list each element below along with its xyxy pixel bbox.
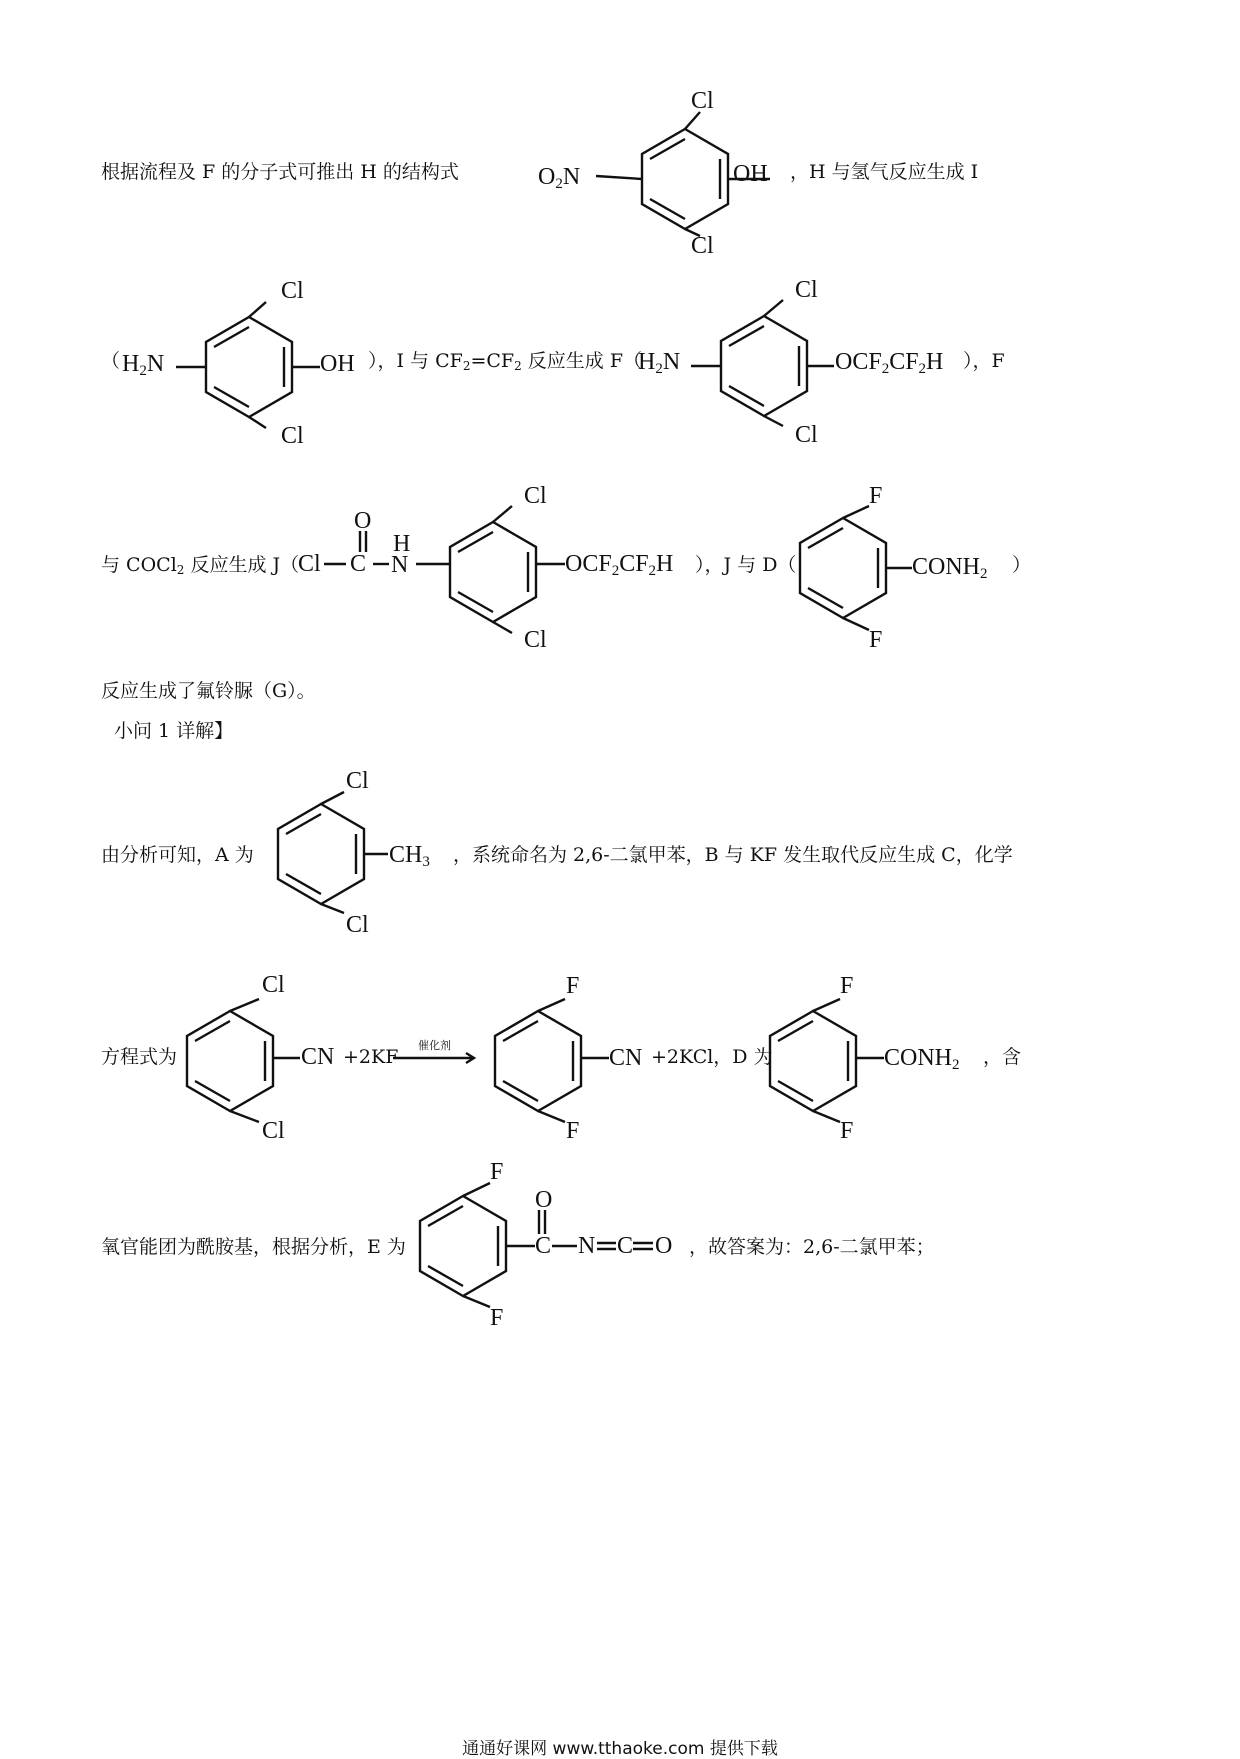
- e-carbonyl-o: O: [535, 1187, 553, 1213]
- c-cyano-group: CN: [609, 1045, 643, 1071]
- section-title: 小问 1 详解】: [114, 720, 234, 742]
- j-carbonyl-c: C: [350, 551, 367, 577]
- j-bottom-cl: Cl: [524, 627, 547, 653]
- d2-top-f: F: [840, 973, 854, 999]
- h-top-cl: Cl: [691, 88, 714, 114]
- f-bottom-cl: Cl: [795, 422, 818, 448]
- para3-text-c: ），J 与 D（: [695, 554, 797, 576]
- e-bottom-f: F: [490, 1305, 504, 1331]
- page-footer: 通通好课网 www.tthaoke.com 提供下载: [462, 1739, 778, 1759]
- para6-text-c: ，含: [983, 1046, 1022, 1068]
- d-amide-group: CONH2: [912, 554, 988, 582]
- f-top-cl: Cl: [795, 277, 818, 303]
- i-top-cl: Cl: [281, 278, 304, 304]
- e-isocyanate-c: C: [617, 1233, 634, 1259]
- j-cl-atom: Cl: [298, 551, 321, 577]
- para6-text-b: +2KCl，D 为: [651, 1046, 773, 1068]
- i-amino-group: H2N: [122, 351, 165, 379]
- b-bottom-cl: Cl: [262, 1118, 285, 1144]
- c-bottom-f: F: [566, 1118, 580, 1144]
- j-ether-group: OCF2CF2H: [565, 551, 674, 579]
- para4-text: 反应生成了氟铃脲（G）。: [101, 680, 316, 702]
- para1-text-b: ，H 与氢气反应生成 I: [790, 161, 979, 183]
- para7-text-b: ，故答案为：2,6-二氯甲苯；: [689, 1236, 935, 1258]
- b-top-cl: Cl: [262, 972, 285, 998]
- c-top-f: F: [566, 973, 580, 999]
- h-bottom-cl: Cl: [691, 233, 714, 259]
- f-amino-group: H2N: [638, 349, 681, 377]
- d2-amide-group: CONH2: [884, 1045, 960, 1073]
- para3-text-a: 与 COCl2 反应生成 J（: [101, 554, 300, 577]
- d2-bottom-f: F: [840, 1118, 854, 1144]
- para5-text-b: ，系统命名为 2,6-二氯甲苯，B 与 KF 发生取代反应生成 C，化学: [453, 844, 1013, 866]
- a-methyl-group: CH3: [389, 842, 430, 870]
- f-ether-group: OCF2CF2H: [835, 349, 944, 377]
- b-cyano-group: CN: [301, 1044, 335, 1070]
- para3-text-d: ）: [1012, 554, 1032, 576]
- d-bottom-f: F: [869, 627, 883, 653]
- a-bottom-cl: Cl: [346, 912, 369, 938]
- e-isocyanate-o: O: [655, 1233, 673, 1259]
- h-nitro-group: O2N: [538, 164, 581, 192]
- para6-text-a: 方程式为: [101, 1046, 178, 1068]
- d-top-f: F: [869, 483, 883, 509]
- para5-text-a: 由分析可知，A 为: [101, 844, 254, 866]
- e-nitrogen: N: [578, 1233, 596, 1259]
- j-nh-h: H: [393, 531, 411, 557]
- a-top-cl: Cl: [346, 768, 369, 794]
- para1-text-a: 根据流程及 F 的分子式可推出 H 的结构式: [101, 161, 459, 183]
- para6-plus-kf: +2KF: [343, 1046, 399, 1068]
- h-oh-group: OH: [733, 161, 768, 187]
- para2-text-a: ），I 与 CF2=CF2 反应生成 F（: [368, 350, 642, 373]
- e-top-f: F: [490, 1159, 504, 1185]
- i-bottom-cl: Cl: [281, 423, 304, 449]
- para2-text-c: ），F: [963, 350, 1005, 372]
- para2-open-paren: （: [101, 350, 121, 372]
- para7-text-a: 氧官能团为酰胺基，根据分析，E 为: [101, 1236, 406, 1258]
- j-nh-n: N: [391, 552, 409, 578]
- reaction-catalyst-label: 催化剂: [418, 1039, 451, 1052]
- i-oh-group: OH: [320, 351, 355, 377]
- e-carbonyl-c: C: [535, 1233, 552, 1259]
- j-top-cl: Cl: [524, 483, 547, 509]
- j-carbonyl-o: O: [354, 508, 372, 534]
